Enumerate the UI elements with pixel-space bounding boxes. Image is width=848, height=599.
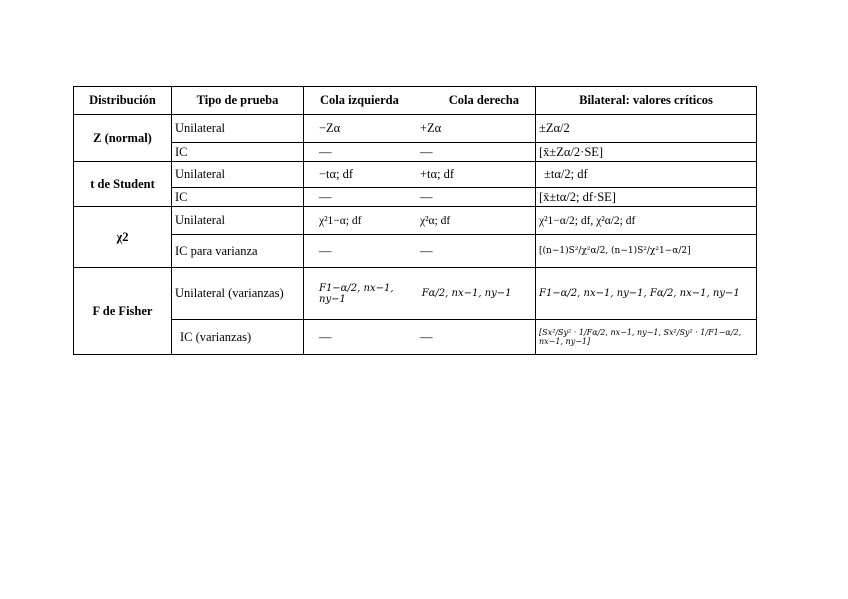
dist-t: t de Student [74, 162, 172, 207]
table-row [74, 268, 757, 320]
bilateral-cell: [Sx²/Sy² · 1/Fα/2, nx−1, ny−1, Sx²/Sy² · 1/F1−α/2, nx−1, ny−1] [536, 320, 757, 355]
cola-izq-value: χ²1−α; df [319, 214, 362, 227]
tipo-cell: Unilateral [172, 162, 304, 188]
table-row [74, 320, 757, 355]
tipo-cell: Unilateral [172, 115, 304, 143]
bilateral-cell: ±tα/2; df [536, 162, 757, 188]
header-tipo: Tipo de prueba [172, 87, 304, 115]
tipo-cell: Unilateral [172, 207, 304, 235]
header-distribucion: Distribución [74, 87, 172, 115]
table-row [74, 235, 757, 268]
table-row [74, 207, 757, 235]
bilateral-cell: ±Zα/2 [536, 115, 757, 143]
cola-izq-value: — [319, 243, 332, 258]
table-row [74, 143, 757, 162]
cola-izq-value: −Zα [319, 121, 341, 135]
tipo-cell: IC para varianza [172, 235, 304, 268]
header-cola-izquierda: Cola izquierda [320, 93, 399, 107]
cola-izq-value: −tα; df [319, 167, 354, 181]
colas-cell [304, 320, 536, 355]
cola-izq-value: F1−α/2, nx−1, ny−1 [319, 282, 394, 305]
tipo-cell: IC [172, 188, 304, 207]
colas-cell [304, 188, 536, 207]
bilateral-cell: χ²1−α/2; df, χ²α/2; df [536, 207, 757, 235]
cola-izq-value: — [319, 144, 332, 159]
tipo-cell: IC (varianzas) [172, 320, 304, 355]
colas-cell [304, 207, 536, 235]
bilateral-cell: [x̄±Zα/2·SE] [536, 143, 757, 162]
table-row [74, 188, 757, 207]
bilateral-cell: F1−α/2, nx−1, ny−1, Fα/2, nx−1, ny−1 [536, 268, 757, 320]
cola-der-value: +tα; df [420, 167, 455, 181]
dist-z: Z (normal) [74, 115, 172, 162]
critical-values-table [73, 86, 757, 355]
header-row [74, 87, 757, 115]
header-bilateral: Bilateral: valores críticos [536, 87, 757, 115]
bilateral-cell: [(n−1)S²/χ²α/2, (n−1)S²/χ²1−α/2] [536, 235, 757, 268]
cola-der-value: — [420, 189, 433, 204]
cola-der-value: — [420, 329, 433, 344]
colas-cell [304, 268, 536, 320]
cola-der-value: +Zα [420, 121, 442, 135]
table-row [74, 115, 757, 143]
dist-f: F de Fisher [74, 268, 172, 355]
bilateral-cell: [x̄±tα/2; df·SE] [536, 188, 757, 207]
cola-der-value: χ²α; df [420, 214, 451, 227]
dist-chi: χ2 [74, 207, 172, 268]
table-row [74, 162, 757, 188]
header-cola-derecha: Cola derecha [448, 93, 519, 107]
cola-der-value: — [420, 144, 433, 159]
colas-cell [304, 143, 536, 162]
cola-izq-value: — [319, 189, 332, 204]
cola-der-value: — [420, 243, 433, 258]
cola-der-value: Fα/2, nx−1, ny−1 [421, 288, 512, 299]
header-colas [304, 87, 536, 115]
cola-izq-value: — [319, 329, 332, 344]
colas-cell [304, 115, 536, 143]
tipo-cell: IC [172, 143, 304, 162]
tipo-cell: Unilateral (varianzas) [172, 268, 304, 320]
colas-cell [304, 235, 536, 268]
colas-cell [304, 162, 536, 188]
